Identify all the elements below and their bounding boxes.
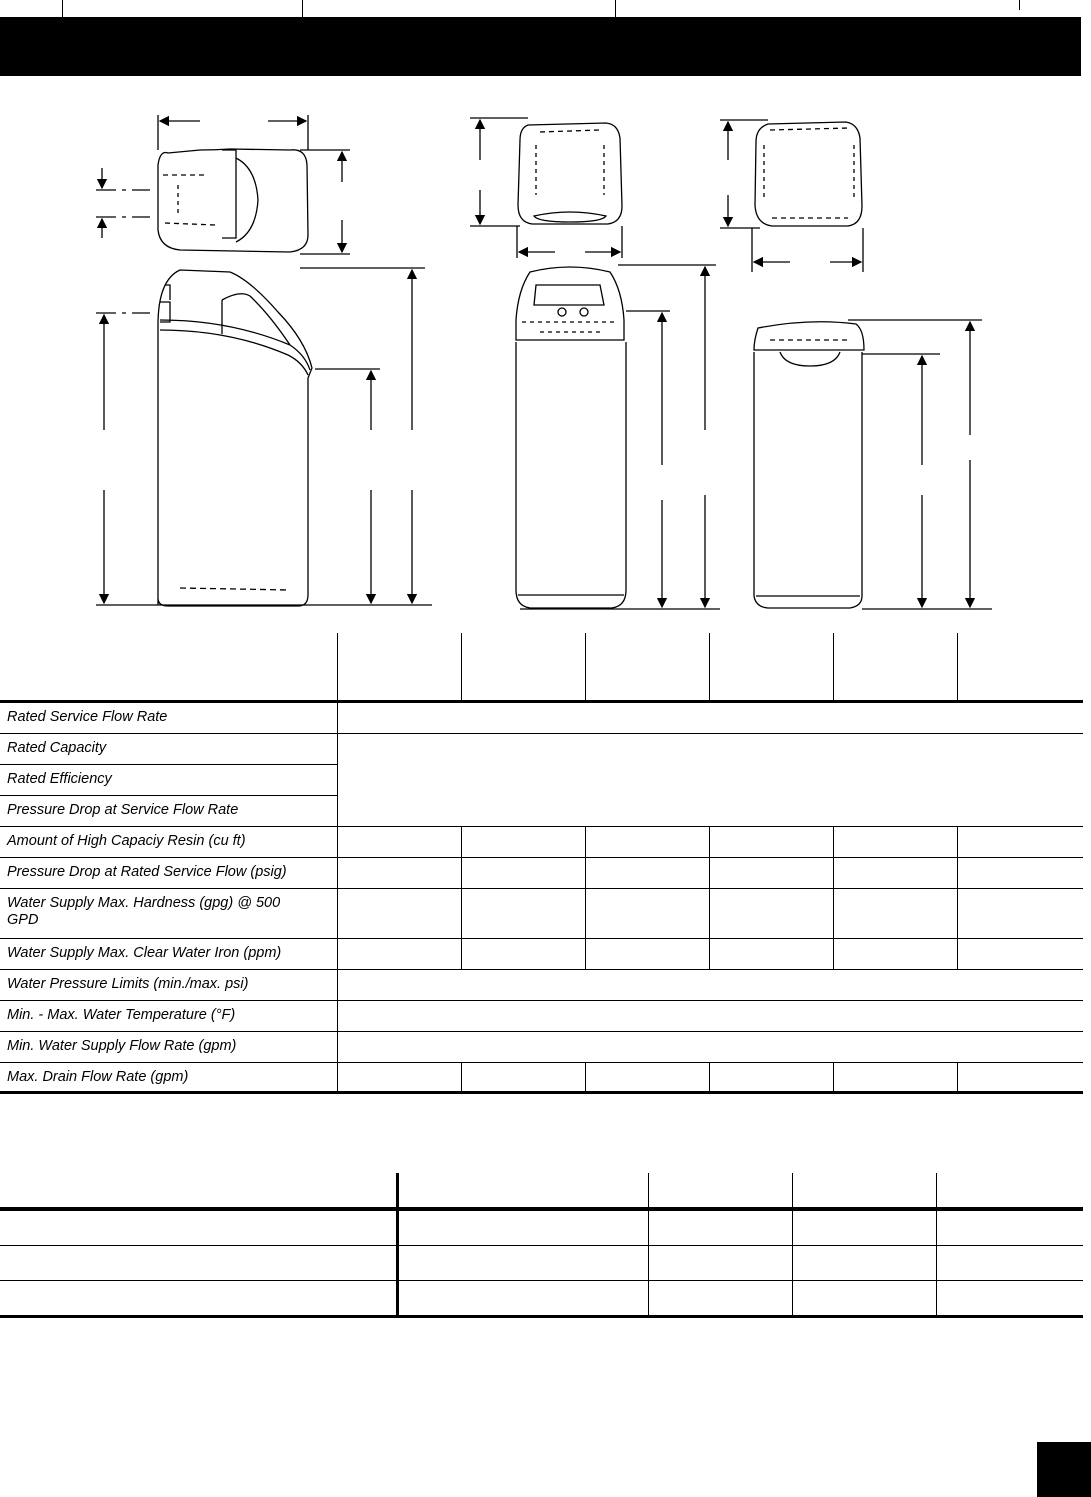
table-row bbox=[0, 1063, 1083, 1094]
table-row bbox=[0, 889, 1083, 939]
table-row bbox=[0, 939, 1083, 970]
dims-table-header bbox=[0, 1173, 1083, 1211]
row-label: Max. Drain Flow Rate (gpm) bbox=[7, 1069, 189, 1085]
registration-tick bbox=[62, 0, 63, 18]
table-row bbox=[0, 765, 1083, 796]
spec-table-header bbox=[0, 633, 1083, 703]
specification-table bbox=[0, 633, 1083, 1094]
table-row bbox=[0, 1246, 1083, 1281]
row-label: Pressure Drop at Rated Service Flow (psig) bbox=[7, 864, 287, 880]
table-row bbox=[0, 858, 1083, 889]
header-bar bbox=[0, 17, 1081, 76]
page-number-box bbox=[1037, 1442, 1091, 1497]
table-row bbox=[0, 1001, 1083, 1032]
dimensions-table bbox=[0, 1173, 1083, 1318]
table-row bbox=[0, 1032, 1083, 1063]
table-row bbox=[0, 796, 1083, 827]
table-row bbox=[0, 703, 1083, 734]
table-row bbox=[0, 827, 1083, 858]
middle-unit-front-view bbox=[516, 265, 720, 609]
right-unit-front-view bbox=[754, 320, 992, 609]
row-label: Rated Efficiency bbox=[7, 771, 112, 787]
row-label: Min. - Max. Water Temperature (°F) bbox=[7, 1007, 236, 1023]
row-label: Water Pressure Limits (min./max. psi) bbox=[7, 976, 249, 992]
left-unit-top-view bbox=[96, 115, 350, 254]
row-label: Rated Service Flow Rate bbox=[7, 709, 168, 725]
table-row bbox=[0, 970, 1083, 1001]
table-row bbox=[0, 734, 1083, 765]
row-label: Min. Water Supply Flow Rate (gpm) bbox=[7, 1038, 237, 1054]
registration-tick bbox=[1019, 0, 1020, 10]
row-label: Pressure Drop at Service Flow Rate bbox=[7, 802, 239, 818]
registration-tick bbox=[302, 0, 303, 18]
row-label: Water Supply Max. Hardness (gpg) @ 500 GPD bbox=[7, 895, 281, 928]
left-unit-side-view bbox=[96, 268, 432, 606]
table-row bbox=[0, 1211, 1083, 1246]
row-label: Water Supply Max. Clear Water Iron (ppm) bbox=[7, 945, 282, 961]
table-row bbox=[0, 1281, 1083, 1318]
row-label: Amount of High Capaciy Resin (cu ft) bbox=[7, 833, 246, 849]
dimension-drawings bbox=[0, 80, 1091, 620]
registration-tick bbox=[615, 0, 616, 18]
right-unit-top-view bbox=[720, 120, 863, 272]
middle-unit-top-view bbox=[470, 118, 622, 258]
row-label: Rated Capacity bbox=[7, 740, 107, 756]
